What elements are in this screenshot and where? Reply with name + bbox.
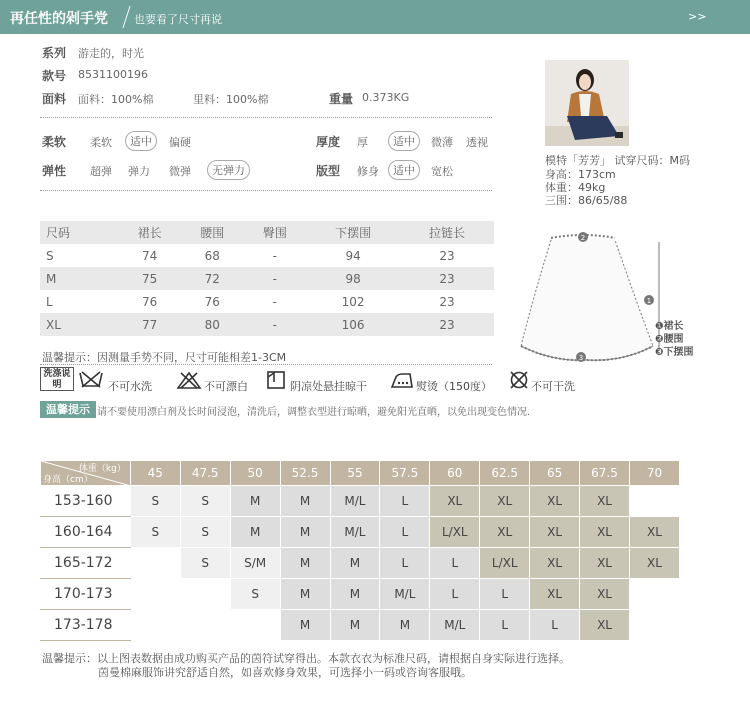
bottom-note-line-1: 温馨提示：以上图表数据由成功购买产品的茵符试穿得出。本款衣衣为标准尺码，请根据自身实际进行选择。 (42, 652, 570, 665)
fit-cell: XL (480, 486, 530, 517)
elasticity-opt-4: 无弹力 (207, 160, 250, 180)
size-cell: 80 (181, 313, 244, 336)
fit-cell: L (380, 486, 430, 517)
fabric-label: 面料 (42, 92, 67, 106)
fit-cell: M (280, 486, 330, 517)
fit-cell (130, 610, 180, 641)
thickness-opt-2: 适中 (388, 131, 420, 151)
size-cell: 94 (345, 248, 361, 263)
weight-col-header: 60 (430, 461, 480, 486)
fit-cell: M/L (380, 579, 430, 610)
fit-cell: S (180, 486, 230, 517)
fit-cell (629, 579, 679, 610)
iron-text: 熨烫（150度） (416, 380, 492, 393)
table-row (40, 244, 494, 267)
fit-cell: M/L (330, 517, 380, 548)
softness-opt-3: 偏硬 (169, 136, 191, 149)
care-note-text: 请不要使用漂白剂及长时间浸泡，清洗后，调整衣型进行晾晒，避免阳光直晒，以免出现变色情况. (97, 407, 531, 418)
weight-col-header: 50 (230, 461, 280, 486)
corner-weight-label: 体重（kg） (78, 464, 126, 474)
no-dry-clean-text: 不可干洗 (531, 380, 575, 393)
model-height: 身高：173cm (545, 168, 616, 181)
size-col-header: 腰围 (181, 221, 244, 244)
weight-col-header: 70 (629, 461, 679, 486)
iron-icon (390, 371, 414, 392)
item-no-value: 8531100196 (78, 68, 148, 81)
measure-tip: 温馨提示：因测量手势不同，尺寸可能相差1-3CM (42, 351, 287, 364)
table-row (41, 610, 680, 641)
size-cell: XL (40, 313, 118, 336)
height-row-header: 160-164 (41, 517, 131, 548)
thickness-opt-1: 厚 (357, 136, 368, 149)
item-no-label: 款号 (42, 69, 67, 83)
legend-length: ❶裙长 (655, 321, 684, 332)
size-cell: 77 (118, 313, 181, 336)
size-col-header: 下摆围 (306, 221, 400, 244)
divider-1 (40, 117, 492, 118)
bottom-note-line-2: 茵曼棉麻服饰讲究舒适自然，如喜欢修身效果，可选择小一码或咨询客服哦。 (98, 666, 472, 679)
fit-cell: XL (629, 548, 679, 579)
table-row (40, 313, 494, 336)
fit-cell: S/M (230, 548, 280, 579)
thickness-opt-4: 透视 (466, 136, 488, 149)
fit-opt-2: 适中 (388, 160, 420, 180)
thickness-label: 厚度 (316, 135, 341, 149)
height-row-header: 173-178 (41, 610, 131, 641)
diagram-marker-1-text: 1 (646, 297, 652, 305)
fit-cell: XL (530, 579, 580, 610)
weight-col-header: 62.5 (480, 461, 530, 486)
size-cell: 72 (181, 267, 244, 290)
fit-table-corner (41, 461, 131, 486)
fit-opt-1: 修身 (357, 165, 379, 178)
fit-cell: L (530, 610, 580, 641)
fit-cell: L (380, 517, 430, 548)
divider-3 (40, 364, 492, 365)
model-weight: 体重：49kg (545, 181, 606, 194)
fit-label: 版型 (316, 164, 341, 178)
weight-col-header: 52.5 (280, 461, 330, 486)
weight-col-header: 45 (130, 461, 180, 486)
elasticity-opt-2: 弹力 (128, 165, 150, 178)
fit-cell: M (330, 579, 380, 610)
fit-cell: XL (580, 548, 630, 579)
fit-cell: M/L (430, 610, 480, 641)
table-row (40, 267, 494, 290)
table-row (41, 517, 680, 548)
fit-cell: M (280, 579, 330, 610)
fit-cell (180, 579, 230, 610)
fit-cell: M (380, 610, 430, 641)
height-row-header: 153-160 (41, 486, 131, 517)
banner-title: 再任性的剁手党 (10, 11, 108, 27)
fit-cell: M (280, 610, 330, 641)
size-col-header: 拉链长 (400, 221, 494, 244)
weight-label: 重量 (329, 92, 354, 106)
model-photo (545, 60, 629, 146)
legend-waist: ❷腰围 (655, 334, 684, 345)
size-cell: M (40, 267, 118, 290)
size-cell: 75 (118, 267, 181, 290)
table-row (41, 548, 680, 579)
elasticity-label: 弹性 (42, 164, 67, 178)
fit-cell: M (230, 517, 280, 548)
fit-cell: XL (530, 517, 580, 548)
fit-cell (230, 610, 280, 641)
fit-cell: M/L (330, 486, 380, 517)
height-row-header: 165-172 (41, 548, 131, 579)
fit-cell (130, 548, 180, 579)
table-row (41, 486, 680, 517)
size-cell: 98 (306, 267, 400, 290)
table-row (41, 579, 680, 610)
corner-height-label: 身高（cm） (43, 475, 93, 485)
fit-cell: XL (530, 548, 580, 579)
size-col-header: 尺码 (40, 221, 118, 244)
fit-opt-3: 宽松 (431, 165, 453, 178)
weight-col-header: 55 (330, 461, 380, 486)
fit-cell: S (130, 486, 180, 517)
size-cell: S (46, 248, 54, 263)
fit-cell: XL (530, 486, 580, 517)
size-cell: L (46, 294, 53, 309)
size-cell: - (272, 294, 277, 309)
size-col-header: 裙长 (118, 221, 181, 244)
size-cell: 106 (306, 313, 400, 336)
table-row (40, 290, 494, 313)
series-label: 系列 (42, 46, 67, 60)
size-cell: 23 (439, 294, 455, 309)
fit-cell: M (330, 548, 380, 579)
no-wash-icon (78, 369, 104, 392)
fit-cell (629, 486, 679, 517)
fit-cell (130, 579, 180, 610)
weight-col-header: 57.5 (380, 461, 430, 486)
size-table-header (40, 221, 494, 244)
fit-table-header (41, 461, 680, 486)
model-measurements: 三围：86/65/88 (545, 194, 628, 207)
fabric-value: 面料：100%棉 (78, 93, 154, 106)
size-cell: - (244, 313, 307, 336)
hang-dry-icon (266, 370, 286, 393)
fit-cell: S (130, 517, 180, 548)
fit-cell: S (180, 548, 230, 579)
fit-table (40, 460, 680, 641)
weight-value: 0.373KG (362, 91, 410, 104)
diagram-marker-2-text: 2 (580, 234, 586, 242)
size-cell: - (272, 248, 277, 263)
no-wash-text: 不可水洗 (108, 380, 152, 393)
size-table (40, 221, 494, 336)
fit-cell (629, 610, 679, 641)
size-cell: 76 (141, 294, 158, 309)
fit-cell: L (430, 548, 480, 579)
series-value: 游走的，时光 (78, 47, 144, 60)
fit-cell: L (430, 579, 480, 610)
divider-2 (40, 190, 492, 191)
fit-cell: M (230, 486, 280, 517)
fit-cell: XL (430, 486, 480, 517)
no-dry-clean-icon (508, 369, 530, 394)
diagram-legend (655, 320, 693, 359)
fit-cell: XL (580, 486, 630, 517)
model-name-size: 模特「芳芳」 试穿尺码：M码 (545, 154, 690, 167)
fit-cell: M (330, 610, 380, 641)
fit-cell: L (480, 579, 530, 610)
fit-cell: XL (580, 517, 630, 548)
size-cell: 76 (204, 294, 220, 309)
hang-dry-text: 阴凉处悬挂晾干 (290, 380, 367, 393)
elasticity-opt-1: 超弹 (90, 165, 112, 178)
fit-cell: S (180, 517, 230, 548)
no-bleach-text: 不可漂白 (204, 380, 248, 393)
size-cell: 68 (204, 248, 220, 263)
softness-opt-2: 适中 (125, 131, 157, 151)
lining-value: 里料：100%棉 (193, 93, 269, 106)
fit-cell (180, 610, 230, 641)
fit-cell: L (380, 548, 430, 579)
no-bleach-icon (176, 370, 202, 393)
softness-label: 柔软 (42, 135, 67, 149)
size-cell: 74 (141, 248, 158, 263)
skirt-diagram (513, 228, 663, 363)
fit-cell: XL (580, 579, 630, 610)
care-note-label: 温馨提示 (40, 401, 96, 418)
fit-cell: S (230, 579, 280, 610)
fit-cell: L/XL (430, 517, 480, 548)
fit-cell: L (480, 610, 530, 641)
legend-hem: ❸下摆围 (655, 347, 694, 358)
weight-col-header: 47.5 (180, 461, 230, 486)
height-row-header: 170-173 (41, 579, 131, 610)
size-col-header: 臀围 (244, 221, 307, 244)
size-cell: 23 (400, 267, 494, 290)
diagram-marker-3-text: 3 (578, 354, 584, 362)
fit-cell: L/XL (480, 548, 530, 579)
elasticity-opt-3: 微弹 (169, 165, 191, 178)
fit-cell: M (280, 548, 330, 579)
banner-subtitle: 也要看了尺寸再说 (134, 13, 222, 26)
size-cell: 102 (341, 294, 365, 309)
thickness-opt-3: 微薄 (431, 136, 453, 149)
size-cell: 23 (439, 248, 455, 263)
wash-label-box: 洗涤说明 (40, 367, 74, 391)
weight-col-header: 67.5 (580, 461, 630, 486)
header-banner (0, 0, 750, 34)
size-cell: 23 (400, 313, 494, 336)
fit-cell: M (280, 517, 330, 548)
fit-cell: XL (580, 610, 630, 641)
fit-cell: XL (629, 517, 679, 548)
fit-cell: XL (480, 517, 530, 548)
size-cell: - (244, 267, 307, 290)
weight-col-header: 65 (530, 461, 580, 486)
softness-opt-1: 柔软 (90, 136, 112, 149)
more-arrow-icon[interactable]: >> (688, 10, 707, 23)
